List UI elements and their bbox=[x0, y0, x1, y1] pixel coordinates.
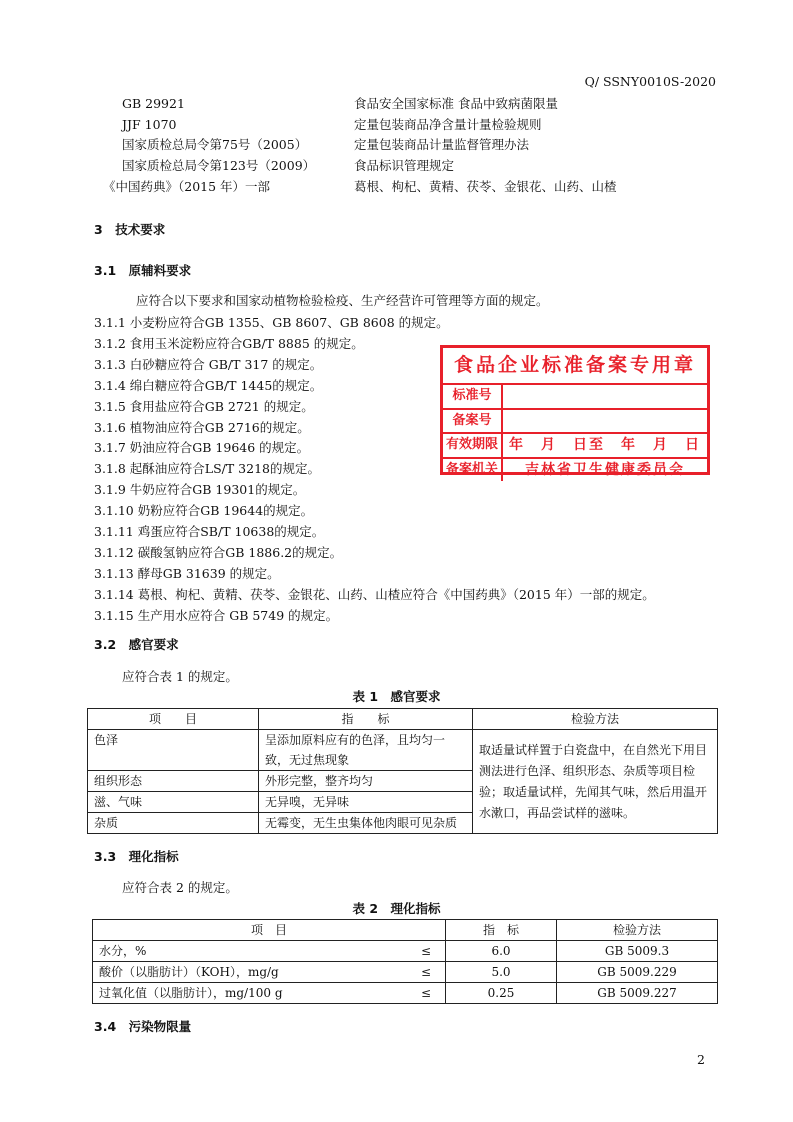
limit-value: 0.25 bbox=[446, 983, 557, 1004]
sensory-table bbox=[87, 708, 718, 834]
section-3-2-heading: 3.2 感官要求 bbox=[94, 637, 179, 652]
reference-title: 定量包装商品计量监督管理办法 bbox=[354, 137, 530, 153]
sensory-method: 取适量试样置于白瓷盘中，在自然光下用目测法进行色泽、组织形态、杂质等项目检验；取适量试样，先闻其气味，然后用温开水漱口，再品尝试样的滋味。 bbox=[473, 730, 718, 834]
clause-item: 3.1.14 葛根、枸杞、黄精、茯苓、金银花、山药、山楂应符合《中国药典》（2015 年）一部的规定。 bbox=[94, 586, 655, 602]
table-row bbox=[93, 962, 718, 983]
clause-item: 3.1.4 绵白糖应符合GB/T 1445的规定。 bbox=[94, 377, 323, 393]
table-header: 指 标 bbox=[259, 709, 473, 730]
clause-item: 3.1.11 鸡蛋应符合SB/T 10638的规定。 bbox=[94, 524, 325, 539]
section-3-3-heading: 3.3 理化指标 bbox=[94, 849, 179, 864]
limit-value: 6.0 bbox=[446, 941, 557, 962]
table-row: 色泽 呈添加原料应有的色泽，且均匀一致，无过焦现象 取适量试样置于白瓷盘中，在自然光下用目测法进行色泽、组织形态、杂质等项目检验；取适量试样，先闻其气味，然后用温开水漱口，再品尝试样的滋味。 bbox=[88, 730, 718, 771]
limit-value: 5.0 bbox=[446, 962, 557, 983]
reference-title: 葛根、枸杞、黄精、茯苓、金银花、山药、山楂 bbox=[354, 178, 617, 194]
reference-code: JJF 1070 bbox=[122, 116, 177, 132]
section-3-3-text: 应符合表 2 的规定。 bbox=[122, 880, 238, 895]
reference-code: GB 29921 bbox=[122, 96, 185, 111]
stamp-label: 备案机关 bbox=[443, 459, 503, 482]
table-row bbox=[93, 941, 718, 962]
reference-code: 《中国药典》（2015 年）一部 bbox=[103, 178, 271, 194]
reference-code: 国家质检总局令第123号（2009） bbox=[122, 158, 316, 174]
table-row: 滋、气味 无异嗅，无异味 bbox=[88, 792, 718, 813]
clause-item: 3.1.6 植物油应符合GB 2716的规定。 bbox=[94, 419, 310, 435]
reference-title: 食品安全国家标准 食品中致病菌限量 bbox=[354, 96, 558, 111]
clause-item: 3.1.2 食用玉米淀粉应符合GB/T 8885 的规定。 bbox=[94, 335, 364, 351]
clause-item: 3.1.3 白砂糖应符合 GB/T 317 的规定。 bbox=[94, 356, 323, 372]
reference-code: 国家质检总局令第75号（2005） bbox=[122, 137, 308, 153]
clause-item: 3.1.10 奶粉应符合GB 19644的规定。 bbox=[94, 503, 314, 519]
doc-code: Q/ SSNY0010S-2020 bbox=[584, 74, 716, 89]
table-header: 项 目 bbox=[88, 709, 259, 730]
reference-title: 食品标识管理规定 bbox=[354, 158, 455, 174]
stamp-label: 备案号 bbox=[443, 410, 503, 433]
comparison-operator: ≤ bbox=[420, 944, 431, 958]
section-3-heading: 3 技术要求 bbox=[94, 222, 166, 237]
clause-item: 3.1.8 起酥油应符合LS/T 3218的规定。 bbox=[94, 461, 320, 477]
comparison-operator: ≤ bbox=[420, 965, 431, 979]
table-row: 杂质 无霉变，无生虫集体他肉眼可见杂质 bbox=[88, 813, 718, 834]
item-name: 水分，% bbox=[99, 944, 147, 958]
clause-item: 3.1.5 食用盐应符合GB 2721 的规定。 bbox=[94, 398, 314, 414]
table-row bbox=[93, 983, 718, 1004]
stamp-authority: 吉林省卫生健康委员会 bbox=[525, 461, 685, 478]
reference-title: 定量包装商品净含量计量检验规则 bbox=[354, 116, 542, 132]
page-number: 2 bbox=[697, 1052, 705, 1067]
comparison-operator: ≤ bbox=[420, 986, 431, 1000]
test-method: GB 5009.229 bbox=[557, 962, 718, 983]
physicochemical-table: 项 目 指 标 检验方法 水分，% ≤ 6.0 GB 5009.3 酸价（以脂肪计）（KOH），mg/g ≤ 5.0 GB 5009.229 过氧化值（以脂肪计），mg/100 g ≤ 0.25 GB 5009.227 bbox=[92, 919, 718, 1004]
section-3-1-heading: 3.1 原辅料要求 bbox=[94, 263, 192, 278]
item-name: 过氧化值（以脂肪计），mg/100 g bbox=[99, 986, 283, 1000]
table-2-caption: 表 2 理化指标 bbox=[352, 901, 441, 916]
clause-item: 3.1.13 酵母GB 31639 的规定。 bbox=[94, 565, 280, 581]
table-1-caption: 表 1 感官要求 bbox=[352, 689, 441, 704]
section-3-1-intro: 应符合以下要求和国家动植物检验检疫、生产经营许可管理等方面的规定。 bbox=[136, 293, 549, 308]
stamp-label: 有效期限 bbox=[443, 434, 503, 457]
table-row: 组织形态 外形完整，整齐均匀 bbox=[88, 771, 718, 792]
section-3-2-text: 应符合表 1 的规定。 bbox=[122, 669, 238, 684]
stamp-validity: 年 月 日至 年 月 日 bbox=[509, 437, 701, 453]
filing-stamp bbox=[440, 345, 710, 478]
test-method: GB 5009.227 bbox=[557, 983, 718, 1004]
table-header: 检验方法 bbox=[473, 709, 718, 730]
clause-item: 3.1.1 小麦粉应符合GB 1355、GB 8607、GB 8608 的规定。 bbox=[94, 315, 449, 330]
clause-item: 3.1.9 牛奶应符合GB 19301的规定。 bbox=[94, 482, 306, 498]
clause-item: 3.1.7 奶油应符合GB 19646 的规定。 bbox=[94, 440, 310, 456]
section-3-4-heading: 3.4 污染物限量 bbox=[94, 1019, 192, 1034]
stamp-title: 食品企业标准备案专用章 bbox=[443, 348, 707, 385]
clause-item: 3.1.12 碳酸氢钠应符合GB 1886.2的规定。 bbox=[94, 544, 343, 560]
clause-item: 3.1.15 生产用水应符合 GB 5749 的规定。 bbox=[94, 607, 339, 623]
item-name: 酸价（以脂肪计）（KOH），mg/g bbox=[99, 965, 279, 979]
stamp-label: 标准号 bbox=[443, 385, 503, 408]
test-method: GB 5009.3 bbox=[557, 941, 718, 962]
